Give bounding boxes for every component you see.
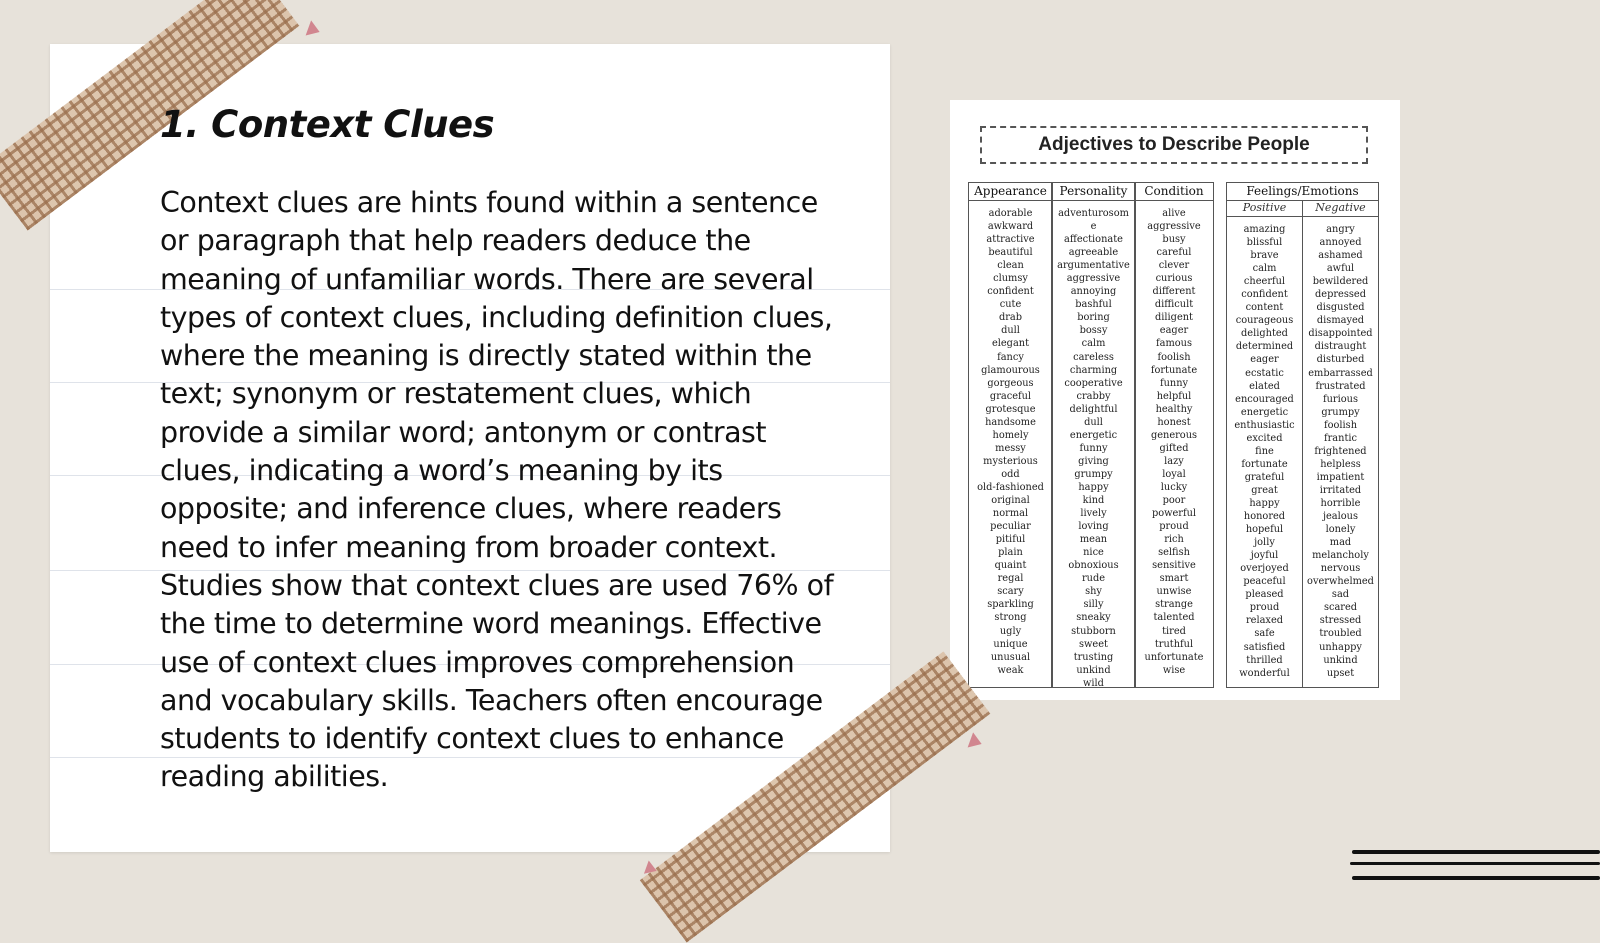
word-item: nervous bbox=[1320, 563, 1361, 575]
word-item: tired bbox=[1162, 625, 1186, 637]
word-item: energetic bbox=[1069, 429, 1118, 441]
appearance-word-list bbox=[969, 201, 1052, 677]
word-item: grumpy bbox=[1321, 406, 1360, 418]
word-item: difficult bbox=[1154, 299, 1194, 311]
word-item: clean bbox=[997, 260, 1024, 272]
word-item: obnoxious bbox=[1068, 560, 1119, 572]
word-item: grateful bbox=[1244, 471, 1285, 483]
word-item: calm bbox=[1081, 338, 1106, 350]
word-item: original bbox=[991, 495, 1030, 507]
personality-header: Personality bbox=[1052, 183, 1135, 201]
slide-body-text: Context clues are hints found within a sentence or paragraph that help readers deduce the meaning of unfamiliar words. There are several types of context clues, including definition clues, where the meaning is directly stated within the text; synonym or restatement clues, which provide a similar word; antonym or contrast clues, indicating a word’s meaning by its opposite; and inference clues, where readers need to infer meaning from broader context. Studies show that context clues are used 76% of the time to determine word meanings. Effective use of context clues improves comprehension and vocabulary skills. Teachers often encourage students to identify context clues to enhance reading abilities. bbox=[160, 186, 834, 794]
word-item: unkind bbox=[1076, 664, 1111, 676]
word-item: trusting bbox=[1073, 651, 1114, 663]
word-item: talented bbox=[1153, 612, 1195, 624]
word-item: proud bbox=[1159, 521, 1189, 533]
word-item: overwhelmed bbox=[1307, 576, 1374, 588]
word-item: poor bbox=[1162, 495, 1186, 507]
word-item: enthusiastic bbox=[1234, 419, 1295, 431]
word-item: gorgeous bbox=[987, 377, 1034, 389]
word-item: unwise bbox=[1156, 586, 1192, 598]
word-item: adventurosom bbox=[1058, 208, 1129, 219]
word-item: sensitive bbox=[1152, 560, 1196, 572]
word-item: adorable bbox=[988, 208, 1033, 219]
word-item: strong bbox=[994, 612, 1027, 624]
word-item: grotesque bbox=[985, 403, 1036, 415]
word-item: peaceful bbox=[1243, 576, 1286, 588]
appearance-header: Appearance bbox=[969, 183, 1052, 201]
word-item: attractive bbox=[986, 234, 1035, 246]
word-item: lucky bbox=[1160, 481, 1188, 493]
word-item: honest bbox=[1157, 416, 1191, 428]
word-item: frightened bbox=[1314, 445, 1367, 457]
decorative-stroke bbox=[1350, 862, 1600, 865]
word-item: ugly bbox=[999, 625, 1022, 637]
word-item: fortunate bbox=[1241, 458, 1288, 470]
word-item: excited bbox=[1246, 432, 1283, 444]
word-item: eager bbox=[1159, 325, 1189, 337]
word-item: annoyed bbox=[1319, 237, 1362, 249]
personality-column bbox=[1051, 182, 1136, 688]
word-item: cute bbox=[999, 299, 1022, 311]
word-item: shy bbox=[1085, 586, 1102, 598]
word-item: pitiful bbox=[995, 534, 1026, 546]
word-item: disturbed bbox=[1316, 354, 1365, 366]
word-item: blissful bbox=[1246, 237, 1283, 249]
word-item: aggressive bbox=[1147, 221, 1201, 233]
adjectives-chart-image bbox=[950, 100, 1400, 700]
word-item: careful bbox=[1156, 247, 1192, 259]
word-item: horrible bbox=[1320, 497, 1361, 509]
word-item: e bbox=[1090, 221, 1097, 233]
word-item: pleased bbox=[1245, 589, 1284, 601]
word-item: wonderful bbox=[1239, 667, 1290, 679]
word-item: loyal bbox=[1162, 468, 1186, 480]
word-item: handsome bbox=[985, 416, 1036, 428]
tape-pin-icon bbox=[968, 732, 985, 751]
word-item: regal bbox=[997, 573, 1024, 585]
word-item: rich bbox=[1164, 534, 1184, 546]
word-item: nice bbox=[1083, 547, 1104, 559]
word-item: awkward bbox=[987, 221, 1034, 233]
positive-subheader: Positive bbox=[1227, 201, 1302, 217]
word-item: helpless bbox=[1320, 458, 1361, 470]
personality-word-list bbox=[1052, 201, 1135, 690]
word-item: odd bbox=[1001, 468, 1020, 480]
word-item: argumentative bbox=[1057, 260, 1130, 272]
word-item: clumsy bbox=[993, 273, 1028, 285]
word-item: elegant bbox=[991, 338, 1030, 350]
word-item: wild bbox=[1083, 677, 1104, 689]
word-item: selfish bbox=[1158, 547, 1190, 559]
word-item: generous bbox=[1150, 429, 1198, 441]
word-item: unkind bbox=[1323, 654, 1358, 666]
word-item: charming bbox=[1069, 364, 1118, 376]
word-item: lively bbox=[1080, 508, 1107, 520]
word-item: silly bbox=[1083, 599, 1104, 611]
chart-title: Adjectives to Describe People bbox=[980, 126, 1368, 164]
word-item: curious bbox=[1155, 273, 1193, 285]
word-item: foolish bbox=[1157, 351, 1191, 363]
word-item: bossy bbox=[1079, 325, 1108, 337]
word-item: mad bbox=[1329, 537, 1352, 549]
word-item: foolish bbox=[1323, 419, 1358, 431]
word-item: frantic bbox=[1323, 432, 1358, 444]
word-item: hopeful bbox=[1245, 524, 1284, 536]
word-item: sad bbox=[1331, 589, 1350, 601]
word-item: truthful bbox=[1154, 638, 1194, 650]
word-item: encouraged bbox=[1235, 393, 1294, 405]
word-item: plain bbox=[998, 547, 1023, 559]
word-item: dull bbox=[1001, 325, 1020, 337]
condition-header: Condition bbox=[1135, 183, 1213, 201]
word-item: melancholy bbox=[1312, 550, 1369, 562]
word-item: unhappy bbox=[1319, 641, 1362, 653]
tape-pin-icon bbox=[306, 20, 323, 39]
word-item: kind bbox=[1082, 495, 1105, 507]
word-item: disgusted bbox=[1316, 302, 1365, 314]
condition-word-list bbox=[1135, 201, 1213, 677]
word-item: bewildered bbox=[1312, 276, 1369, 288]
word-item: wise bbox=[1162, 664, 1186, 676]
word-item: unfortunate bbox=[1144, 651, 1204, 663]
word-item: strange bbox=[1155, 599, 1193, 611]
word-item: normal bbox=[992, 508, 1029, 520]
word-item: beautiful bbox=[988, 247, 1033, 259]
word-item: boring bbox=[1077, 312, 1110, 324]
word-item: distraught bbox=[1314, 341, 1367, 353]
word-item: delighted bbox=[1241, 328, 1288, 340]
word-item: old-fashioned bbox=[977, 481, 1044, 493]
negative-word-list bbox=[1303, 217, 1378, 680]
feelings-header: Feelings/Emotions bbox=[1227, 183, 1378, 201]
word-item: clever bbox=[1158, 260, 1190, 272]
word-item: cheerful bbox=[1243, 276, 1286, 288]
word-item: funny bbox=[1079, 442, 1108, 454]
word-item: elated bbox=[1249, 380, 1280, 392]
word-item: helpful bbox=[1156, 390, 1192, 402]
word-item: aggressive bbox=[1066, 273, 1121, 285]
word-item: upset bbox=[1326, 667, 1355, 679]
word-item: scary bbox=[997, 586, 1024, 598]
word-item: determined bbox=[1235, 341, 1294, 353]
condition-column bbox=[1134, 182, 1214, 688]
word-item: powerful bbox=[1151, 508, 1197, 520]
word-item: agreeable bbox=[1068, 247, 1119, 259]
word-item: annoying bbox=[1070, 286, 1117, 298]
decorative-stroke bbox=[1352, 876, 1600, 880]
word-item: stubborn bbox=[1071, 625, 1116, 637]
word-item: lonely bbox=[1325, 524, 1356, 536]
word-item: weak bbox=[997, 664, 1024, 676]
word-item: disappointed bbox=[1308, 328, 1373, 340]
word-item: fine bbox=[1255, 445, 1274, 457]
word-item: bashful bbox=[1075, 299, 1112, 311]
word-item: satisfied bbox=[1243, 641, 1286, 653]
word-item: sneaky bbox=[1076, 612, 1111, 624]
word-item: calm bbox=[1252, 263, 1277, 275]
word-item: unusual bbox=[990, 651, 1031, 663]
word-item: quaint bbox=[994, 560, 1027, 572]
slide-title: 1. Context Clues bbox=[160, 103, 495, 146]
word-item: confident bbox=[1241, 289, 1288, 301]
word-item: sparkling bbox=[987, 599, 1034, 611]
word-item: content bbox=[1245, 302, 1284, 314]
word-item: thrilled bbox=[1246, 654, 1283, 666]
word-item: relaxed bbox=[1245, 615, 1284, 627]
word-item: irritated bbox=[1319, 484, 1362, 496]
word-item: depressed bbox=[1315, 289, 1366, 301]
word-item: unique bbox=[993, 638, 1028, 650]
word-item: stressed bbox=[1319, 615, 1362, 627]
word-item: overjoyed bbox=[1240, 563, 1289, 575]
word-item: homely bbox=[992, 429, 1029, 441]
word-item: careless bbox=[1073, 351, 1114, 363]
word-item: glamourous bbox=[981, 364, 1040, 376]
word-item: drab bbox=[998, 312, 1023, 324]
word-item: furious bbox=[1323, 393, 1358, 405]
word-item: rude bbox=[1081, 573, 1106, 585]
word-item: great bbox=[1251, 484, 1278, 496]
word-item: cooperative bbox=[1064, 377, 1123, 389]
word-item: graceful bbox=[989, 390, 1032, 402]
word-item: delightful bbox=[1069, 403, 1118, 415]
word-item: fancy bbox=[997, 351, 1024, 363]
word-item: troubled bbox=[1319, 628, 1362, 640]
word-item: angry bbox=[1326, 224, 1355, 235]
word-item: lazy bbox=[1164, 455, 1184, 467]
word-item: grumpy bbox=[1074, 468, 1113, 480]
word-item: busy bbox=[1162, 234, 1186, 246]
word-item: diligent bbox=[1155, 312, 1193, 324]
word-item: awful bbox=[1326, 263, 1355, 275]
word-item: fortunate bbox=[1150, 364, 1198, 376]
word-item: peculiar bbox=[990, 521, 1031, 533]
word-item: mysterious bbox=[983, 455, 1038, 467]
word-item: jealous bbox=[1322, 511, 1359, 523]
word-item: giving bbox=[1078, 455, 1109, 467]
word-item: alive bbox=[1162, 208, 1186, 219]
word-item: joyful bbox=[1250, 550, 1279, 562]
word-item: jolly bbox=[1254, 537, 1275, 549]
feelings-column bbox=[1226, 182, 1379, 688]
word-item: courageous bbox=[1235, 315, 1294, 327]
appearance-column bbox=[968, 182, 1053, 688]
word-item: sweet bbox=[1079, 638, 1108, 650]
word-item: scared bbox=[1323, 602, 1358, 614]
word-item: ashamed bbox=[1318, 250, 1363, 262]
negative-subheader: Negative bbox=[1302, 201, 1378, 217]
word-item: messy bbox=[995, 442, 1026, 454]
word-item: smart bbox=[1159, 573, 1189, 585]
word-item: dull bbox=[1084, 416, 1103, 428]
word-item: confident bbox=[987, 286, 1034, 298]
word-item: ecstatic bbox=[1245, 367, 1284, 379]
word-item: loving bbox=[1078, 521, 1109, 533]
word-item: eager bbox=[1250, 354, 1279, 366]
word-item: affectionate bbox=[1064, 234, 1123, 246]
word-item: dismayed bbox=[1316, 315, 1365, 327]
word-item: honored bbox=[1243, 511, 1286, 523]
positive-word-list bbox=[1227, 217, 1302, 680]
word-item: energetic bbox=[1240, 406, 1289, 418]
word-item: frustrated bbox=[1315, 380, 1366, 392]
decorative-stroke bbox=[1352, 850, 1600, 854]
word-item: mean bbox=[1079, 534, 1108, 546]
word-item: safe bbox=[1254, 628, 1275, 640]
word-item: embarrassed bbox=[1308, 367, 1373, 379]
word-item: different bbox=[1152, 286, 1196, 298]
word-item: amazing bbox=[1243, 224, 1286, 235]
word-item: happy bbox=[1078, 481, 1109, 493]
word-item: funny bbox=[1159, 377, 1189, 389]
word-item: gifted bbox=[1159, 442, 1189, 454]
word-item: healthy bbox=[1155, 403, 1193, 415]
word-item: brave bbox=[1250, 250, 1279, 262]
word-item: impatient bbox=[1316, 471, 1365, 483]
word-item: crabby bbox=[1076, 390, 1111, 402]
word-item: proud bbox=[1249, 602, 1280, 614]
word-item: famous bbox=[1156, 338, 1192, 350]
word-item: happy bbox=[1249, 497, 1280, 509]
